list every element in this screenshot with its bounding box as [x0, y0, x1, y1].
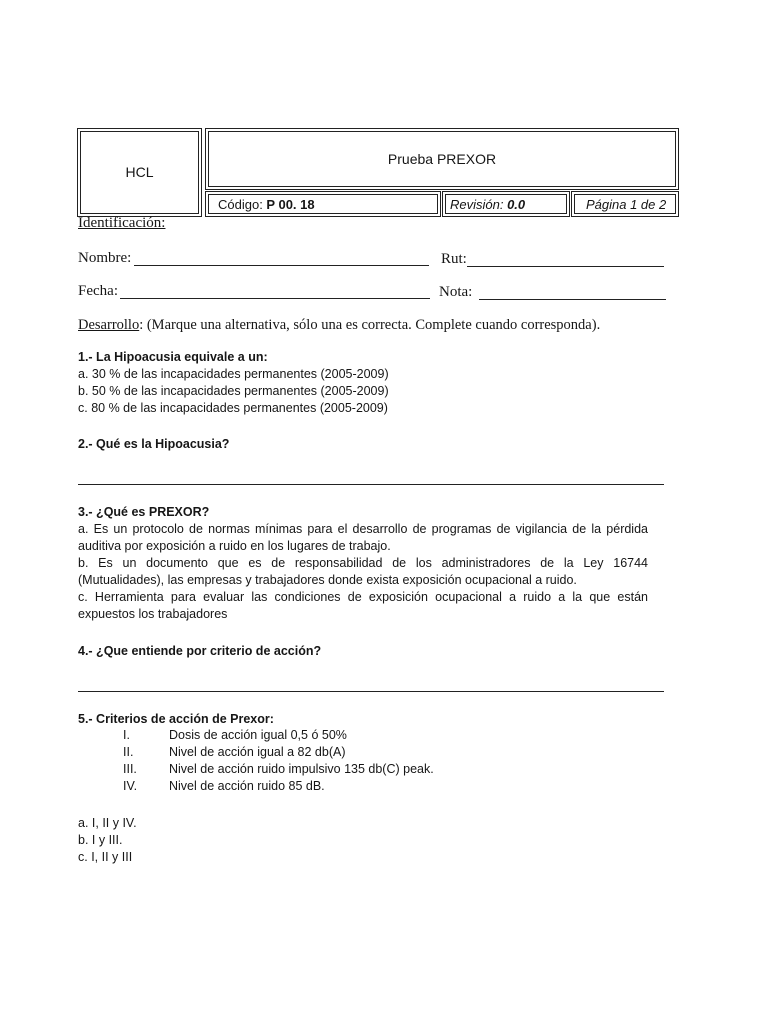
codigo-value: P 00. 18: [266, 197, 315, 212]
question-1-option-a: a. 30 % de las incapacidades permanentes (2005-2009): [78, 367, 389, 381]
desarrollo-text: : (Marque una alternativa, sólo una es correcta. Complete cuando corresponda).: [139, 317, 601, 333]
document-title: Prueba PREXOR: [387, 151, 497, 167]
question-2-answer-line[interactable]: [78, 484, 664, 485]
criterion-3-text: Nivel de acción ruido impulsivo 135 db(C) peak.: [169, 762, 434, 776]
question-5-option-a: a. I, II y IV.: [78, 816, 137, 830]
question-5-options: [78, 815, 137, 866]
question-1-option-c: c. 80 % de las incapacidades permanentes (2005-2009): [78, 401, 388, 415]
question-1-option-b: b. 50 % de las incapacidades permanentes (2005-2009): [78, 384, 389, 398]
header-codigo-cell: [205, 191, 441, 217]
header-org-cell: [77, 128, 202, 217]
criterion-1-text: Dosis de acción igual 0,5 ó 50%: [169, 728, 347, 742]
criterion-4-text: Nivel de acción ruido 85 dB.: [169, 779, 325, 793]
org-name: HCL: [125, 164, 154, 180]
question-2-title: 2.- Qué es la Hipoacusia?: [78, 437, 230, 451]
revision-text: [450, 197, 525, 212]
nombre-field[interactable]: [134, 265, 429, 266]
question-1-title: 1.- La Hipoacusia equivale a un:: [78, 350, 268, 364]
fecha-field[interactable]: [120, 298, 430, 299]
question-3-option-c: c. Herramienta para evaluar las condiciones de exposición ocupacional a ruido a la que están expuestos los trabajadores: [78, 590, 648, 621]
fecha-label: Fecha:: [78, 283, 118, 299]
question-3-option-b: b. Es un documento que es de responsabilidad de los administradores de la Ley 16744 (Mutualidades), las empresas y trabajadores donde exista exposición ocupacional a ruido.: [78, 556, 648, 587]
nota-label: Nota:: [439, 284, 473, 300]
criterion-4-number: IV.: [123, 779, 138, 793]
revision-value: 0.0: [507, 197, 526, 212]
question-3-title: 3.- ¿Qué es PREXOR?: [78, 505, 210, 519]
question-3: [78, 504, 648, 623]
identificacion-heading: Identificación:: [78, 215, 166, 231]
desarrollo-label: Desarrollo: [78, 317, 140, 333]
rut-label: Rut:: [441, 251, 467, 267]
header-pagina-cell: [571, 191, 679, 217]
nota-field[interactable]: [479, 299, 666, 300]
header-revision-cell: [442, 191, 570, 217]
criterion-1-number: I.: [123, 728, 130, 742]
codigo-text: [218, 197, 315, 212]
question-4-title: 4.- ¿Que entiende por criterio de acción?: [78, 644, 322, 658]
revision-label: Revisión:: [450, 197, 508, 212]
question-4-answer-line[interactable]: [78, 691, 664, 692]
header-title-cell: [205, 128, 679, 190]
desarrollo-instructions: [78, 317, 600, 334]
pagina-text: Página 1 de 2: [586, 197, 667, 212]
question-3-option-a: a. Es un protocolo de normas mínimas para el desarrollo de programas de vigilancia de la pérdida auditiva por exposición a ruido en los lugares de trabajo.: [78, 522, 648, 553]
nombre-label: Nombre:: [78, 250, 132, 266]
codigo-label: Código:: [218, 197, 267, 212]
question-5-option-c: c. I, II y III: [78, 850, 133, 864]
question-1: [78, 349, 668, 417]
rut-field[interactable]: [467, 266, 664, 267]
criterion-3-number: III.: [123, 762, 137, 776]
criterion-2-text: Nivel de acción igual a 82 db(A): [169, 745, 346, 759]
criterion-2-number: II.: [123, 745, 134, 759]
question-5-option-b: b. I y III.: [78, 833, 123, 847]
question-5-title: 5.- Criterios de acción de Prexor:: [78, 712, 274, 726]
